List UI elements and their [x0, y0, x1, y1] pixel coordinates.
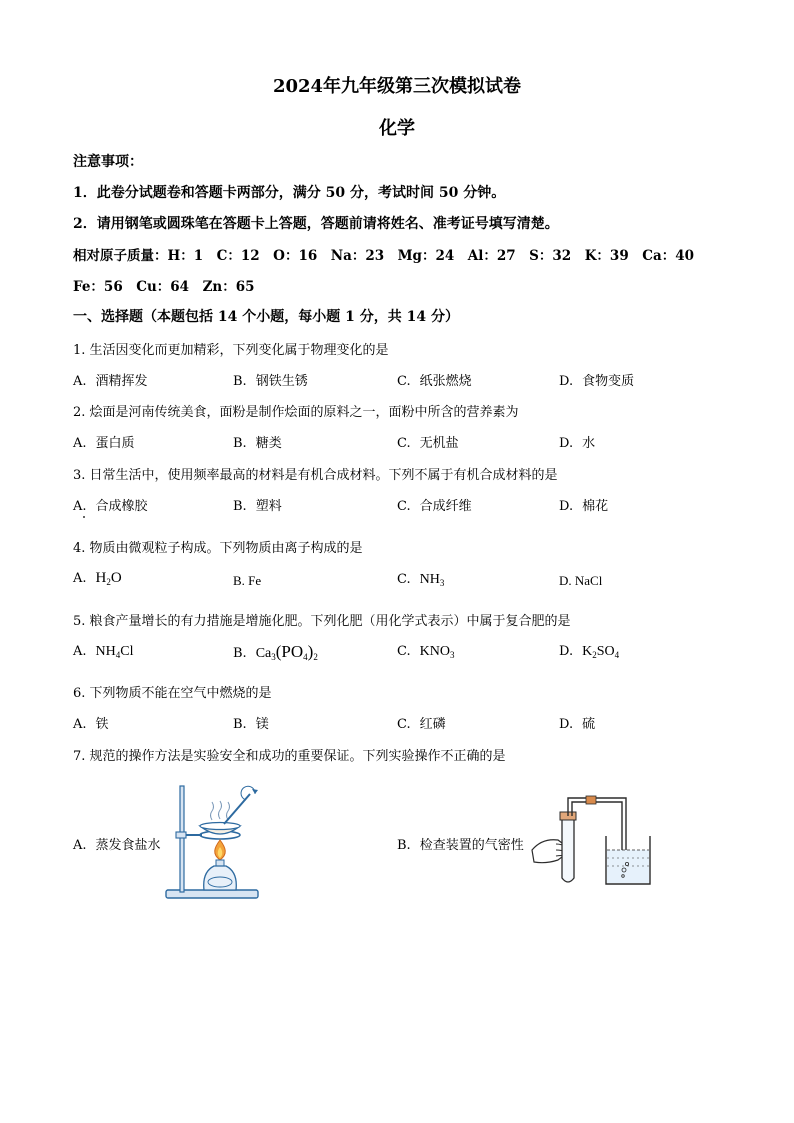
exam-title: 2024年九年级第三次模拟试卷	[272, 76, 522, 97]
q3-option-c[interactable]: C. 合成纤维	[397, 499, 472, 514]
evaporation-apparatus-illustration	[162, 780, 266, 904]
formula-nh3: $NH_3$	[419, 572, 445, 588]
q7-option-a[interactable]: A. 蒸发食盐水	[73, 838, 161, 853]
q3-option-b[interactable]: B. 塑料	[233, 499, 282, 514]
q2-option-b[interactable]: B. 糖类	[233, 436, 282, 451]
q4-option-c[interactable]: C. $NH_3$	[397, 572, 445, 588]
q4-option-a[interactable]: A. $H_2O$	[73, 570, 122, 587]
formula-h2o: $H_2O$	[95, 570, 122, 587]
question-1-stem: 1. 生活因变化而更加精彩，下列变化属于物理变化的是	[73, 343, 389, 358]
q2-option-c[interactable]: C. 无机盐	[397, 436, 459, 451]
formula-kno3: $KNO_3$	[419, 644, 455, 660]
question-2-stem: 2. 烩面是河南传统美食，面粉是制作烩面的原料之一，面粉中所含的营养素为	[73, 405, 519, 420]
question-6-stem: 6. 下列物质不能在空气中燃烧的是	[73, 686, 272, 701]
section-heading: 一、选择题（本题包括 14 个小题，每小题 1 分，共 14 分）	[73, 309, 459, 325]
q2-option-a[interactable]: A. 蛋白质	[73, 436, 135, 451]
note-item-2: 2．请用钢笔或圆珠笔在答题卡上答题，答题前请将姓名、准考证号填写清楚。	[73, 216, 559, 232]
q1-option-b[interactable]: B. 钢铁生锈	[233, 374, 308, 389]
question-4-stem: 4. 物质由微观粒子构成。下列物质由离子构成的是	[73, 541, 363, 556]
q4-option-d[interactable]: D. NaCl	[559, 573, 603, 588]
formula-nh4cl: $NH_4Cl$	[95, 644, 134, 660]
note-item-1: 1．此卷分试题卷和答题卡两部分，满分 50 分，考试时间 50 分钟。	[73, 185, 506, 201]
airtightness-check-illustration	[528, 790, 658, 890]
q1-option-a[interactable]: A. 酒精挥发	[73, 374, 148, 389]
atomic-mass-line-2: Fe：56 Cu：64 Zn：65	[73, 279, 255, 295]
q3-option-a[interactable]: A. 合成橡胶	[73, 499, 148, 514]
q6-option-a[interactable]: A. 铁	[73, 717, 109, 732]
q5-option-b[interactable]: B. $Ca_3(PO_4)_2$	[233, 642, 318, 662]
q5-option-d[interactable]: D. $K_2SO_4$	[559, 644, 620, 660]
q2-option-d[interactable]: D. 水	[559, 436, 596, 451]
q7-option-b[interactable]: B. 检查装置的气密性	[397, 838, 524, 853]
q6-option-c[interactable]: C. 红磷	[397, 717, 446, 732]
question-5-stem: 5. 粮食产量增长的有力措施是增施化肥。下列化肥（用化学式表示）中属于复合肥的是	[73, 614, 571, 629]
formula-ca3po42: $Ca_3(PO_4)_2$	[255, 642, 318, 662]
q6-option-d[interactable]: D. 硫	[559, 717, 596, 732]
q5-option-a[interactable]: A. $NH_4Cl$	[73, 644, 134, 660]
stray-dot	[83, 516, 85, 518]
q6-option-b[interactable]: B. 镁	[233, 717, 269, 732]
q1-option-c[interactable]: C. 纸张燃烧	[397, 374, 472, 389]
q1-option-d[interactable]: D. 食物变质	[559, 374, 635, 389]
q5-option-c[interactable]: C. $KNO_3$	[397, 644, 455, 660]
notes-heading: 注意事项：	[73, 154, 143, 170]
question-7-stem: 7. 规范的操作方法是实验安全和成功的重要保证。下列实验操作不正确的是	[73, 749, 506, 764]
exam-subject: 化学	[379, 118, 415, 139]
q4-option-b[interactable]: B. Fe	[233, 573, 262, 588]
q3-option-d[interactable]: D. 棉花	[559, 499, 609, 514]
atomic-mass-line-1: 相对原子质量：H：1 C：12 O：16 Na：23 Mg：24 Al：27 S：32 K：39 Ca：40	[73, 248, 694, 264]
formula-k2so4: $K_2SO_4$	[582, 644, 620, 660]
question-3-stem: 3. 日常生活中，使用频率最高的材料是有机合成材料。下列不属于有机合成材料的是	[73, 468, 558, 483]
